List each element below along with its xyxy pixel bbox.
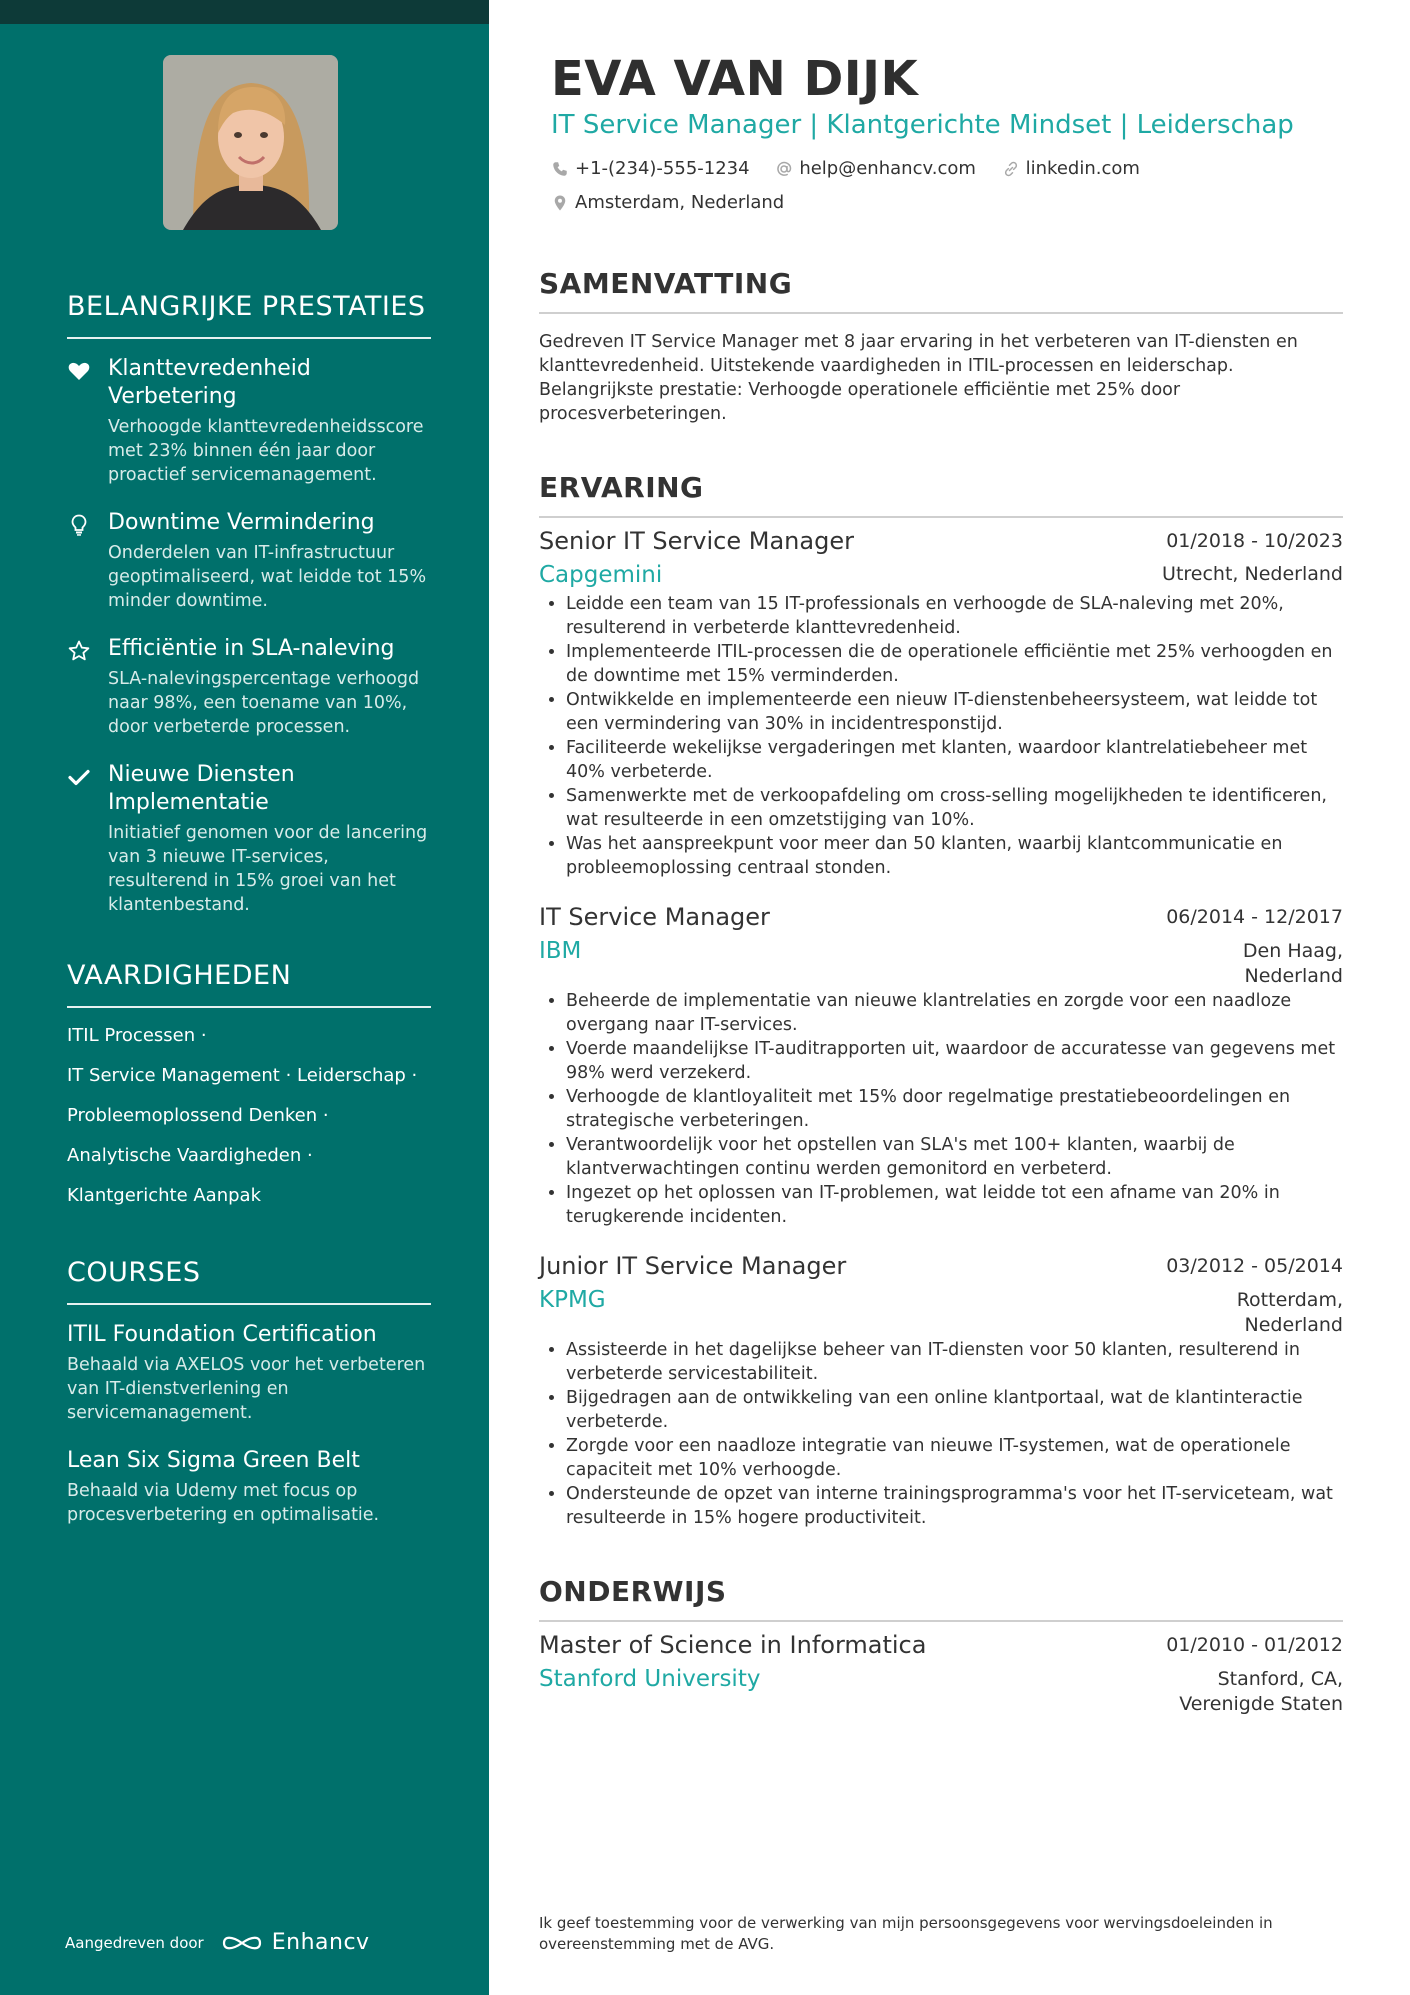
job-location-line: Rotterdam, [1236, 1289, 1343, 1311]
powered-by [65, 1930, 370, 1955]
company-name[interactable]: KPMG [539, 1287, 606, 1313]
course-desc: Behaald via AXELOS voor het verbeteren van IT-dienstverlening en servicemanagement. [67, 1355, 426, 1423]
powered-by-label: Aangedreven door [65, 1933, 204, 1952]
job-bullet: • Ingezet op het oplossen van IT-problemen, wat leidde tot een afname van 20% in terugkerende incidenten. [566, 1181, 1343, 1229]
job-bullet: • Was het aanspreekpunt voor meer dan 50 klanten, waarbij klantcommunicatie en probleemoplossing centraal stonden. [566, 832, 1343, 880]
job-bullet: • Beheerde de implementatie van nieuwe klantrelaties en zorgde voor een naadloze overgang naar IT-services. [566, 989, 1343, 1037]
candidate-name: EVA VAN DIJK [551, 51, 919, 107]
profile-photo [163, 55, 338, 230]
job-bullets [539, 592, 1343, 880]
degree-title: Master of Science in Informatica [539, 1631, 927, 1659]
course-item [67, 1321, 431, 1425]
job-bullet: • Ontwikkelde en implementeerde een nieuw IT-dienstenbeheersysteem, wat leidde tot een vermindering van 30% in incidentresponstijd. [566, 688, 1343, 736]
job-entry [539, 1249, 1343, 1530]
at-icon [775, 160, 793, 178]
phone-text: +1-(234)-555-1234 [575, 158, 750, 179]
lightbulb-icon [67, 513, 91, 537]
job-entry [539, 900, 1343, 1229]
gdpr-consent-note: Ik geef toestemming voor de verwerking van mijn persoonsgegevens voor wervingsdoeleinden in overeenstemming met de AVG. [539, 1914, 1273, 1953]
achievement-desc: SLA-nalevingspercentage verhoogd naar 98%, een toename van 10%, door verbeterde processen. [108, 669, 420, 737]
job-title: Senior IT Service Manager [539, 527, 854, 555]
job-title: IT Service Manager [539, 903, 770, 931]
achievement-title: Efficiëntie in SLA-naleving [108, 636, 395, 661]
achievement-title: Nieuwe Diensten Implementatie [108, 762, 295, 815]
experience-section [539, 470, 1343, 1530]
job-bullet: • Faciliteerde wekelijkse vergaderingen met klanten, waardoor klantrelatiebeheer met 40% verbeterde. [566, 736, 1343, 784]
course-title: Lean Six Sigma Green Belt [67, 1448, 360, 1473]
job-bullet: • Verantwoordelijk voor het opstellen van SLA's met 100+ klanten, waarbij de klantverwachtingen continu werden gemonitord en verbeterd. [566, 1133, 1343, 1181]
achievement-desc: Initiatief genomen voor de lancering van 3 nieuwe IT-services, resulterend in 15% groei van het klantenbestand. [108, 823, 428, 915]
contact-info [551, 154, 1343, 222]
star-icon [67, 639, 91, 663]
summary-heading: SAMENVATTING [539, 266, 1343, 314]
job-location [1243, 939, 1343, 989]
location-pin-icon [551, 194, 569, 212]
summary-text: Gedreven IT Service Manager met 8 jaar ervaring in het verbeteren van IT-diensten en klanttevredenheid. Uitstekende vaardigheden in ITIL-processen en leiderschap. Belangrijkste prestatie: Verhoogde operationele efficiëntie met 25% door procesverbeteringen. [539, 332, 1298, 424]
linkedin-text: linkedin.com [1025, 158, 1140, 179]
company-name[interactable]: IBM [539, 938, 582, 964]
main-content [539, 50, 1343, 1717]
contact-location [551, 188, 784, 218]
job-bullets [539, 989, 1343, 1229]
achievement-title: Klanttevredenheid Verbetering [108, 356, 311, 409]
job-bullet: • Voerde maandelijkse IT-auditrapporten uit, waardoor de accuratesse van gegevens met 98% werd verzekerd. [566, 1037, 1343, 1085]
job-location-line: Nederland [1244, 1314, 1343, 1336]
skill-item: IT Service Management · Leiderschap · [67, 1065, 418, 1086]
profile-photo-illustration [163, 55, 338, 230]
job-bullet: • Samenwerkte met de verkoopafdeling om cross-selling mogelijkheden te identificeren, wat resulteerde in een omzetstijging van 10%. [566, 784, 1343, 832]
achievement-title: Downtime Vermindering [108, 510, 375, 535]
enhancv-logo-icon [218, 1931, 266, 1955]
job-bullet: • Implementeerde ITIL-processen die de operationele efficiëntie met 25% verhoogden en de downtime met 15% verminderden. [566, 640, 1343, 688]
job-entry [539, 524, 1343, 880]
headline: IT Service Manager | Klantgerichte Mindset | Leiderschap [551, 110, 1294, 140]
contact-phone[interactable] [551, 154, 750, 184]
course-title: ITIL Foundation Certification [67, 1322, 377, 1347]
skill-item: Klantgerichte Aanpak [67, 1185, 261, 1206]
email-text: help@enhancv.com [799, 158, 976, 179]
job-bullet: • Zorgde voor een naadloze integratie van nieuwe IT-systemen, wat de operationele capaciteit met 10% verhoogde. [566, 1434, 1343, 1482]
course-desc: Behaald via Udemy met focus op procesverbetering en optimalisatie. [67, 1481, 380, 1525]
skill-item: Probleemoplossend Denken · [67, 1105, 329, 1126]
job-bullet: • Assisteerde in het dagelijkse beheer van IT-diensten voor 50 klanten, resulterend in verbeterde servicestabiliteit. [566, 1338, 1343, 1386]
job-dates: 01/2018 - 10/2023 [1166, 530, 1343, 552]
school-name[interactable]: Stanford University [539, 1666, 761, 1692]
skills-heading: VAARDIGHEDEN [67, 957, 431, 1008]
achievement-desc: Onderdelen van IT-infrastructuur geoptimaliseerd, wat leidde tot 15% minder downtime. [108, 543, 427, 611]
job-location: Utrecht, Nederland [1162, 563, 1343, 585]
education-location-line: Stanford, CA, [1217, 1668, 1343, 1690]
education-location [1179, 1667, 1343, 1717]
job-location-line: Den Haag, [1242, 940, 1343, 962]
skills-list [67, 1024, 431, 1208]
education-dates: 01/2010 - 01/2012 [1166, 1634, 1343, 1656]
job-dates: 06/2014 - 12/2017 [1166, 906, 1343, 928]
link-icon [1002, 160, 1020, 178]
achievement-item [67, 635, 431, 739]
job-bullet: • Bijgedragen aan de ontwikkeling van een online klantportaal, wat de klantinteractie verbeterde. [566, 1386, 1343, 1434]
job-bullets [539, 1338, 1343, 1530]
achievement-item [67, 509, 431, 613]
sidebar [0, 0, 489, 1995]
education-location-line: Verenigde Staten [1179, 1693, 1343, 1715]
sidebar-top-bar [0, 0, 489, 24]
heart-icon [67, 359, 91, 383]
job-bullet: • Ondersteunde de opzet van interne trainingsprogramma's voor het IT-serviceteam, wat resulteerde in 15% hogere productiviteit. [566, 1482, 1343, 1530]
achievement-item [67, 355, 431, 487]
contact-linkedin[interactable] [1002, 154, 1140, 184]
course-item [67, 1447, 431, 1527]
job-bullet: • Leidde een team van 15 IT-professionals en verhoogde de SLA-naleving met 20%, resulterend in verbeterde klanttevredenheid. [566, 592, 1343, 640]
job-bullet: • Verhoogde de klantloyaliteit met 15% door regelmatige prestatiebeoordelingen en strategische verbeteringen. [566, 1085, 1343, 1133]
phone-icon [551, 160, 569, 178]
job-title: Junior IT Service Manager [539, 1252, 847, 1280]
experience-heading: ERVARING [539, 470, 1343, 518]
achievement-desc: Verhoogde klanttevredenheidsscore met 23% binnen één jaar door proactief servicemanagement. [108, 417, 424, 485]
location-text: Amsterdam, Nederland [575, 192, 785, 213]
courses-heading: COURSES [67, 1254, 431, 1305]
check-icon [67, 765, 91, 789]
skill-item: ITIL Processen · [67, 1025, 207, 1046]
job-location [1237, 1288, 1343, 1338]
company-name[interactable]: Capgemini [539, 562, 663, 588]
job-location-line: Nederland [1244, 965, 1343, 987]
summary-section [539, 266, 1343, 426]
education-heading: ONDERWIJS [539, 1574, 1343, 1622]
education-section [539, 1574, 1343, 1717]
achievement-item [67, 761, 431, 917]
skill-item: Analytische Vaardigheden · [67, 1145, 313, 1166]
brand-name: Enhancv [271, 1930, 370, 1955]
achievements-heading: BELANGRIJKE PRESTATIES [67, 288, 431, 339]
contact-email[interactable] [775, 154, 976, 184]
job-dates: 03/2012 - 05/2014 [1166, 1255, 1343, 1277]
